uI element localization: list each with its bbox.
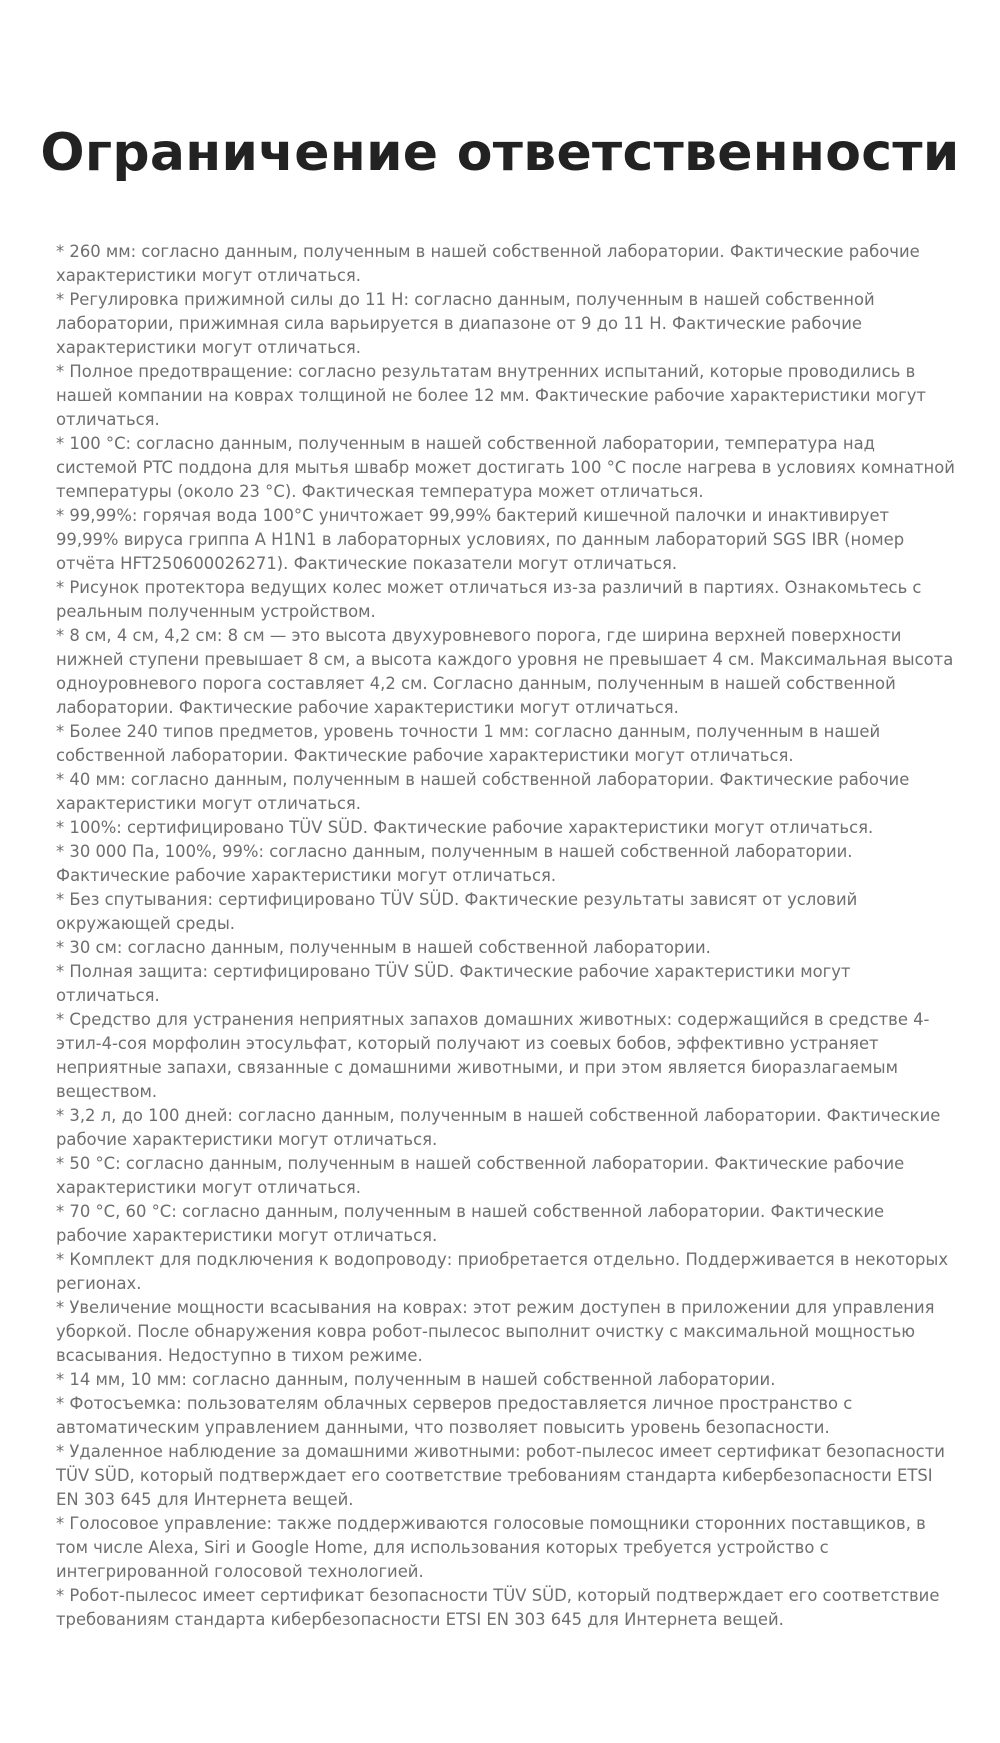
- disclaimer-item: * 50 °C: согласно данным, полученным в нашей собственной лаборатории. Фактические рабочие характеристики могут отличаться.: [56, 1154, 905, 1197]
- disclaimer-item: * 100 °C: согласно данным, полученным в нашей собственной лаборатории, температура над системой PTC поддона для мытья швабр может достигать 100 °C после нагрева в условиях комнатной температуры (около 23 °C). Фактическая температура может отличаться.: [56, 434, 955, 501]
- disclaimer-item: * 30 000 Па, 100%, 99%: согласно данным, полученным в нашей собственной лаборатории. Фактические рабочие характеристики могут отличаться.: [56, 842, 853, 885]
- disclaimer-item: * 8 см, 4 см, 4,2 см: 8 см — это высота двухуровневого порога, где ширина верхней поверхности нижней ступени превышает 8 см, а высота каждого уровня не превышает 4 см. Максимальная высота одноуровневого порога составляет 4,2 см. Согласно данным, полученным в нашей собственной лаборатории. Фактические рабочие характеристики могут отличаться.: [56, 626, 954, 717]
- disclaimer-item: * Полная защита: сертифицировано TÜV SÜD. Фактические рабочие характеристики могут отличаться.: [56, 962, 851, 1005]
- disclaimer-item: * 70 °C, 60 °C: согласно данным, полученным в нашей собственной лаборатории. Фактические рабочие характеристики могут отличаться.: [56, 1202, 885, 1245]
- disclaimer-item: * 30 см: согласно данным, полученным в нашей собственной лаборатории.: [56, 938, 711, 957]
- disclaimer-item: * 40 мм: согласно данным, полученным в нашей собственной лаборатории. Фактические рабочие характеристики могут отличаться.: [56, 770, 910, 813]
- disclaimer-item: * Средство для устранения неприятных запахов домашних животных: содержащийся в средстве 4-этил-4-соя морфолин этосульфат, который получают из соевых бобов, эффективно устраняет неприятные запахи, связанные с домашними животными, и при этом является биоразлагаемым веществом.: [56, 1010, 930, 1101]
- disclaimer-item: * Более 240 типов предметов, уровень точности 1 мм: согласно данным, полученным в нашей собственной лаборатории. Фактические рабочие характеристики могут отличаться.: [56, 722, 881, 765]
- disclaimer-item: * Фотосъемка: пользователям облачных серверов предоставляется личное пространство с автоматическим управлением данными, что позволяет повысить уровень безопасности.: [56, 1394, 853, 1437]
- disclaimer-item: * Робот-пылесос имеет сертификат безопасности TÜV SÜD, который подтверждает его соответствие требованиям стандарта кибербезопасности ETSI EN 303 645 для Интернета вещей.: [56, 1586, 940, 1629]
- disclaimer-item: * 14 мм, 10 мм: согласно данным, полученным в нашей собственной лаборатории.: [56, 1370, 776, 1389]
- disclaimer-item: * Без спутывания: сертифицировано TÜV SÜD. Фактические результаты зависят от условий окружающей среды.: [56, 890, 858, 933]
- disclaimer-item: * Полное предотвращение: согласно результатам внутренних испытаний, которые проводились в нашей компании на коврах толщиной не более 12 мм. Фактические рабочие характеристики могут отличаться.: [56, 362, 926, 429]
- disclaimer-item: * Комплект для подключения к водопроводу: приобретается отдельно. Поддерживается в некоторых регионах.: [56, 1250, 949, 1293]
- disclaimer-item: * 100%: сертифицировано TÜV SÜD. Фактические рабочие характеристики могут отличаться.: [56, 818, 874, 837]
- disclaimer-item: * 99,99%: горячая вода 100°C уничтожает 99,99% бактерий кишечной палочки и инактивирует 99,99% вируса гриппа А H1N1 в лабораторных условиях, по данным лабораторий SGS IBR (номер отчёта HFT250600026271). Фактические показатели могут отличаться.: [56, 506, 905, 573]
- disclaimer-list: [56, 240, 956, 1632]
- disclaimer-item: * Голосовое управление: также поддерживаются голосовые помощники сторонних поставщиков, в том числе Alexa, Siri и Google Home, для использования которых требуется устройство с интегрированной голосовой технологией.: [56, 1514, 926, 1581]
- disclaimer-item: * Удаленное наблюдение за домашними животными: робот-пылесос имеет сертификат безопасности TÜV SÜD, который подтверждает его соответствие требованиям стандарта кибербезопасности ETSI EN 303 645 для Интернета вещей.: [56, 1442, 945, 1509]
- disclaimer-item: * Рисунок протектора ведущих колес может отличаться из-за различий в партиях. Ознакомьтесь с реальным полученным устройством.: [56, 578, 922, 621]
- page-title: Ограничение ответственности: [40, 123, 960, 183]
- disclaimer-item: * 260 мм: согласно данным, полученным в нашей собственной лаборатории. Фактические рабочие характеристики могут отличаться.: [56, 242, 920, 285]
- disclaimer-item: * Увеличение мощности всасывания на коврах: этот режим доступен в приложении для управления уборкой. После обнаружения ковра робот-пылесос выполнит очистку с максимальной мощностью всасывания. Недоступно в тихом режиме.: [56, 1298, 935, 1365]
- disclaimer-item: * 3,2 л, до 100 дней: согласно данным, полученным в нашей собственной лаборатории. Фактические рабочие характеристики могут отличаться.: [56, 1106, 941, 1149]
- disclaimer-item: * Регулировка прижимной силы до 11 Н: согласно данным, полученным в нашей собственной лаборатории, прижимная сила варьируется в диапазоне от 9 до 11 Н. Фактические рабочие характеристики могут отличаться.: [56, 290, 875, 357]
